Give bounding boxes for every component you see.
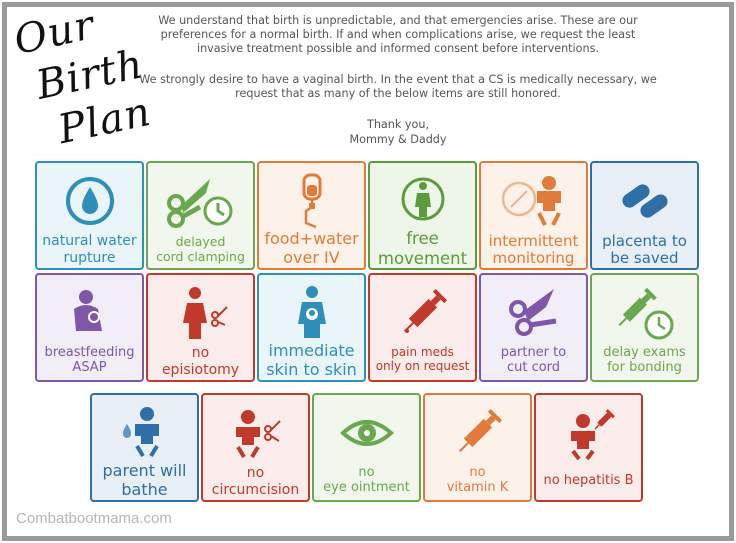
tile-label: no circumcision bbox=[211, 465, 300, 498]
title-birth: Birth bbox=[32, 41, 148, 109]
tile-no-circumcision bbox=[201, 393, 310, 502]
tile-label: intermittent monitoring bbox=[488, 231, 579, 268]
intro-thanks: Thank you, bbox=[366, 118, 430, 131]
tile-label: immediate skin to skin bbox=[266, 341, 357, 380]
intro-paragraph-2: We strongly desire to have a vaginal birth. In the event that a CS is medically necessary, we request that as many of the below items are still honored. bbox=[139, 73, 657, 100]
tile-intermittent-monitoring bbox=[479, 161, 588, 270]
syringe-orange-icon bbox=[425, 401, 530, 465]
tile-label: no eye ointment bbox=[323, 465, 410, 496]
tile-label: food+water over IV bbox=[264, 229, 359, 268]
scissors-icon bbox=[481, 281, 586, 345]
tile-food-water-over-iv bbox=[257, 161, 366, 270]
water-drop-icon bbox=[37, 169, 142, 233]
tile-label: breastfeeding ASAP bbox=[44, 345, 135, 376]
tile-partner-to-cut-cord bbox=[479, 273, 588, 382]
tile-placenta-to-be-saved bbox=[590, 161, 699, 270]
tile-parent-will-bathe bbox=[90, 393, 199, 502]
title-our: Our bbox=[10, 2, 99, 64]
tile-label: placenta to be saved bbox=[602, 231, 687, 268]
breastfeeding-icon bbox=[37, 281, 142, 345]
capsule-icon bbox=[592, 169, 697, 233]
baby-syringe-icon bbox=[536, 401, 641, 465]
tile-delay-exams-for-bonding bbox=[590, 273, 699, 382]
tile-pain-meds-only-on-request bbox=[368, 273, 477, 382]
tile-no-episiotomy bbox=[146, 273, 255, 382]
tile-label: no episiotomy bbox=[161, 345, 240, 378]
syringe-icon bbox=[370, 281, 475, 345]
tile-no-vitamin-k bbox=[423, 393, 532, 502]
tile-no-hepatitis-b bbox=[534, 393, 643, 502]
tile-immediate-skin-to-skin bbox=[257, 273, 366, 382]
tile-label: partner to cut cord bbox=[500, 345, 567, 376]
tile-label: no hepatitis B bbox=[543, 473, 634, 488]
eye-icon bbox=[314, 401, 419, 465]
tile-label: free movement bbox=[377, 229, 468, 268]
tile-delayed-cord-clamping bbox=[146, 161, 255, 270]
tile-free-movement bbox=[368, 161, 477, 270]
tile-label: parent will bathe bbox=[102, 461, 187, 500]
baby-monitor-icon bbox=[481, 169, 586, 233]
tile-label: delayed cord clamping bbox=[156, 234, 245, 264]
woman-icon bbox=[370, 169, 475, 229]
intro-paragraph-1: We understand that birth is unpredictable, and that emergencies arise. These are our preferences for a normal birth. If and when complications arise, we request the least invasive treatment possible and informed consent before interventions. bbox=[158, 14, 638, 55]
tile-label: natural water rupture bbox=[42, 233, 137, 266]
tile-breastfeeding-asap bbox=[35, 273, 144, 382]
syringe-clock-icon bbox=[592, 281, 697, 345]
baby-scissors-icon bbox=[203, 401, 308, 465]
intro-signature: Mommy & Daddy bbox=[349, 133, 447, 146]
iv-bag-icon bbox=[259, 169, 364, 230]
tile-label: no vitamin K bbox=[446, 465, 509, 496]
scissors-clock-icon bbox=[148, 169, 253, 233]
tile-label: pain meds only on request bbox=[375, 345, 470, 374]
baby-drop-icon bbox=[92, 401, 197, 462]
tile-natural-water-rupture bbox=[35, 161, 144, 270]
tile-label: delay exams for bonding bbox=[603, 345, 686, 376]
title-plan: Plan bbox=[54, 88, 156, 154]
mother-baby-icon bbox=[259, 281, 364, 342]
site-watermark: Combatbootmama.com bbox=[16, 510, 172, 527]
tile-no-eye-ointment bbox=[312, 393, 421, 502]
woman-scissors-icon bbox=[148, 281, 253, 345]
